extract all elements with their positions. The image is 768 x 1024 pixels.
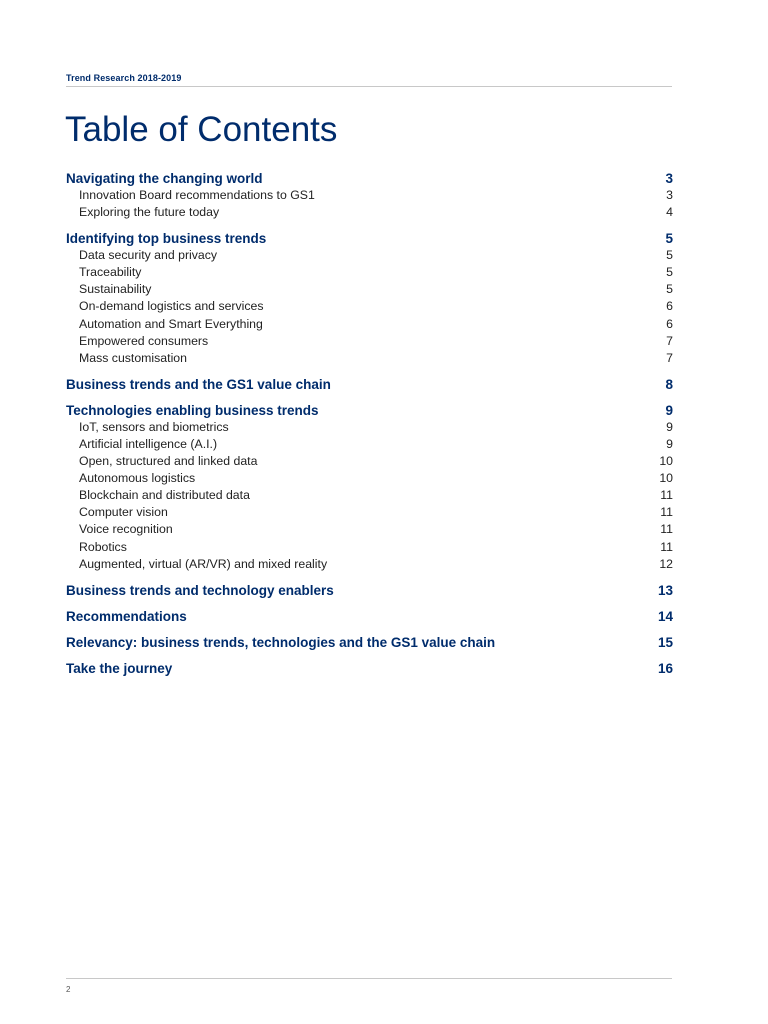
toc-item[interactable] (66, 247, 673, 264)
toc-item-title: Automation and Smart Everything (79, 316, 263, 331)
toc-section-page: 8 (665, 376, 673, 392)
toc-item-title: Sustainability (79, 282, 152, 297)
toc-item-page: 12 (659, 556, 673, 571)
toc-section (66, 402, 673, 573)
page-number: 2 (66, 985, 71, 994)
toc-item[interactable] (66, 436, 673, 453)
toc-section (66, 582, 673, 599)
toc-section-title: Take the journey (66, 660, 173, 676)
toc-item-page: 3 (666, 188, 673, 202)
toc-section-page: 9 (665, 402, 673, 418)
toc-item-title: Robotics (79, 539, 127, 554)
toc-item-title: IoT, sensors and biometrics (79, 419, 229, 434)
toc-section (66, 634, 673, 651)
toc-section-entry[interactable] (66, 582, 673, 599)
toc-item-title: Data security and privacy (79, 248, 218, 263)
toc-item-title: Exploring the future today (79, 205, 220, 220)
toc-item[interactable] (66, 298, 673, 315)
toc-section (66, 660, 673, 677)
toc-section (66, 608, 673, 625)
toc-item-title: Blockchain and distributed data (79, 488, 250, 503)
footer-divider (66, 978, 672, 979)
toc-section (66, 376, 673, 393)
toc-item[interactable] (66, 204, 673, 221)
toc-section-page: 14 (657, 608, 673, 624)
toc-item-page: 5 (666, 248, 673, 263)
table-of-contents (66, 170, 673, 686)
toc-section-page: 15 (657, 634, 673, 650)
toc-item-title: Empowered consumers (79, 333, 209, 348)
toc-item[interactable] (66, 521, 673, 538)
toc-item[interactable] (66, 264, 673, 281)
toc-section-page: 13 (657, 582, 673, 598)
toc-section-title: Recommendations (66, 608, 187, 624)
toc-item[interactable] (66, 316, 673, 333)
toc-item-title: Artificial intelligence (A.I.) (79, 436, 218, 451)
header-divider (66, 86, 672, 87)
toc-section-entry[interactable] (66, 608, 673, 625)
toc-item-title: Voice recognition (79, 522, 173, 537)
toc-item-page: 5 (666, 282, 673, 297)
toc-item-page: 9 (666, 419, 673, 434)
toc-item-page: 7 (666, 333, 673, 348)
toc-section-entry[interactable] (66, 402, 673, 419)
page-title: Table of Contents (65, 110, 338, 149)
toc-item[interactable] (66, 539, 673, 556)
toc-section-page: 16 (657, 660, 673, 676)
toc-item-page: 10 (659, 471, 673, 486)
toc-section (66, 170, 673, 221)
toc-item[interactable] (66, 453, 673, 470)
toc-item[interactable] (66, 556, 673, 573)
toc-section-entry[interactable] (66, 170, 673, 187)
running-header: Trend Research 2018-2019 (66, 73, 182, 83)
toc-item[interactable] (66, 281, 673, 298)
toc-section-title: Business trends and the GS1 value chain (66, 376, 331, 392)
toc-item-title: Autonomous logistics (79, 471, 196, 486)
toc-section-title: Navigating the changing world (66, 171, 263, 186)
toc-section-entry[interactable] (66, 376, 673, 393)
toc-item[interactable] (66, 487, 673, 504)
toc-item[interactable] (66, 333, 673, 350)
toc-section-title: Relevancy: business trends, technologies and the GS1 value chain (66, 634, 496, 650)
toc-item-page: 6 (666, 299, 673, 314)
toc-item-title: On-demand logistics and services (79, 299, 264, 314)
toc-section-entry[interactable] (66, 660, 673, 677)
toc-item[interactable] (66, 350, 673, 367)
toc-item-title: Traceability (79, 265, 142, 280)
toc-item-page: 9 (666, 436, 673, 451)
toc-item-page: 10 (659, 454, 673, 469)
toc-item-title: Augmented, virtual (AR/VR) and mixed reality (79, 556, 328, 571)
toc-section-page: 5 (665, 231, 673, 247)
toc-section-entry[interactable] (66, 634, 673, 651)
toc-item[interactable] (66, 187, 673, 204)
toc-item[interactable] (66, 419, 673, 436)
toc-item-title: Innovation Board recommendations to GS1 (79, 188, 315, 202)
toc-item-title: Mass customisation (79, 350, 187, 365)
toc-section-title: Technologies enabling business trends (66, 402, 319, 418)
toc-item-page: 11 (660, 488, 673, 503)
toc-item-page: 6 (666, 316, 673, 331)
toc-item-page: 4 (666, 205, 673, 220)
toc-section-entry[interactable] (66, 230, 673, 247)
toc-section-title: Identifying top business trends (66, 231, 267, 247)
toc-section (66, 230, 673, 367)
toc-item-page: 11 (660, 539, 673, 554)
toc-section-page: 3 (665, 171, 673, 186)
toc-item-title: Computer vision (79, 505, 168, 520)
toc-item[interactable] (66, 470, 673, 487)
toc-item-page: 5 (666, 265, 673, 280)
toc-item[interactable] (66, 504, 673, 521)
toc-item-title: Open, structured and linked data (79, 454, 258, 469)
toc-item-page: 11 (660, 522, 673, 537)
toc-section-title: Business trends and technology enablers (66, 582, 334, 598)
toc-item-page: 7 (666, 350, 673, 365)
toc-item-page: 11 (660, 505, 673, 520)
